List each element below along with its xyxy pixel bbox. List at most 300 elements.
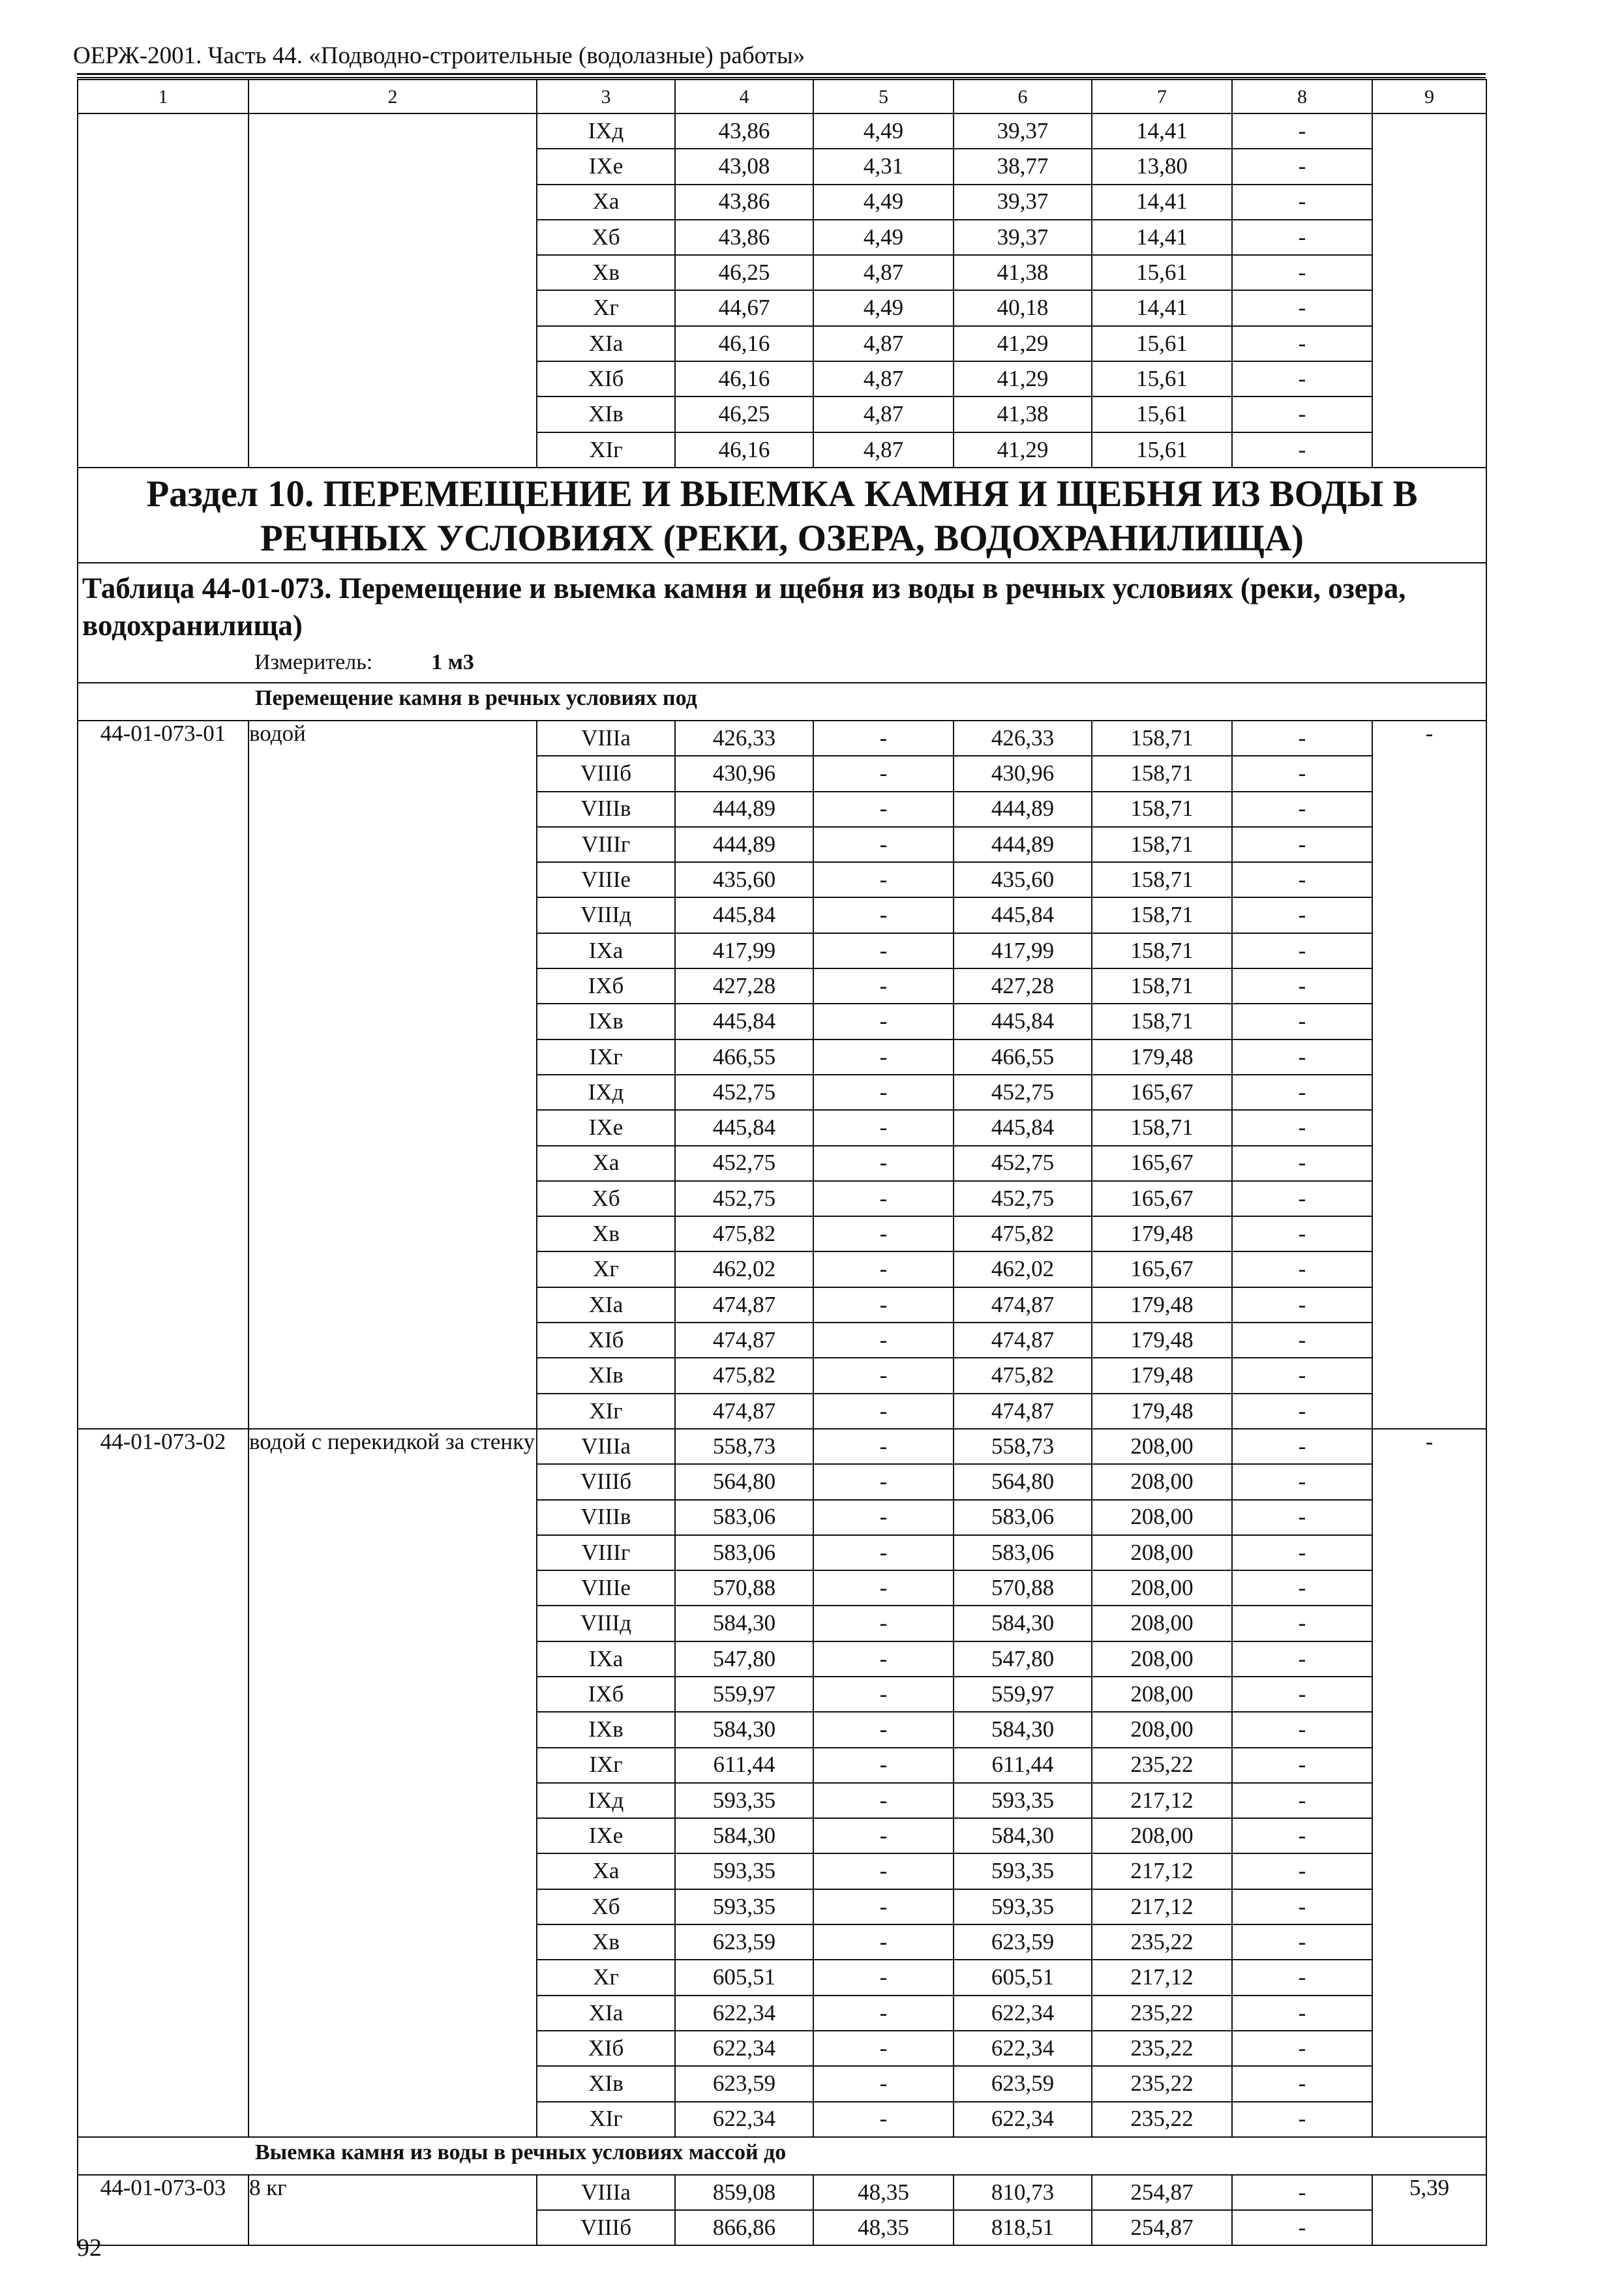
class-cell: XIв — [537, 2066, 675, 2101]
labor-hours-cell: 235,22 — [1092, 2102, 1232, 2137]
machine-cost-cell: 4,49 — [813, 185, 954, 220]
labor-cost-cell: 547,80 — [954, 1641, 1092, 1677]
labor-cost-cell: 593,35 — [954, 1853, 1092, 1889]
labor-cost-cell: 426,33 — [954, 721, 1092, 756]
labor-hours-cell: 15,61 — [1092, 432, 1232, 468]
labor-hours-cell: 208,00 — [1092, 1712, 1232, 1747]
labor-hours-cell: 158,71 — [1092, 933, 1232, 968]
labor-hours-cell: 165,67 — [1092, 1181, 1232, 1216]
labor-cost-cell: 466,55 — [954, 1040, 1092, 1075]
class-cell: VIIIб — [537, 1464, 675, 1499]
labor-hours-cell: 208,00 — [1092, 1464, 1232, 1499]
total-cost-cell: 547,80 — [675, 1641, 813, 1677]
labor-cost-cell: 41,29 — [954, 432, 1092, 468]
materials-cell: - — [1232, 1853, 1372, 1889]
total-cost-cell: 474,87 — [675, 1287, 813, 1323]
class-cell: IXб — [537, 968, 675, 1004]
labor-cost-cell: 39,37 — [954, 113, 1092, 149]
total-cost-cell: 462,02 — [675, 1251, 813, 1287]
materials-cell: - — [1232, 792, 1372, 827]
norm-name: водой с перекидкой за стенку — [248, 1429, 537, 2137]
labor-hours-cell: 15,61 — [1092, 396, 1232, 432]
total-cost-cell: 584,30 — [675, 1818, 813, 1853]
materials-cell: - — [1232, 2102, 1372, 2137]
total-cost-cell: 474,87 — [675, 1394, 813, 1429]
class-cell: Xв — [537, 255, 675, 290]
labor-cost-cell: 445,84 — [954, 1110, 1092, 1145]
norm-name: водой — [248, 721, 537, 1429]
machine-cost-cell: 48,35 — [813, 2175, 954, 2210]
materials-cell: - — [1232, 1996, 1372, 2031]
materials-cell: - — [1232, 185, 1372, 220]
materials-cell: - — [1232, 897, 1372, 933]
labor-cost-cell: 605,51 — [954, 1960, 1092, 1995]
total-cost-cell: 43,86 — [675, 185, 813, 220]
class-cell: VIIIд — [537, 897, 675, 933]
materials-cell: - — [1232, 2066, 1372, 2101]
table-title: Таблица 44-01-073. Перемещение и выемка камня и щебня из воды в речных условиях (реки, озера, водохранилища) — [82, 571, 1406, 642]
total-cost-cell: 623,59 — [675, 1924, 813, 1960]
norm-code: 44-01-073-03 — [78, 2175, 248, 2246]
class-cell: IXа — [537, 933, 675, 968]
total-cost-cell: 611,44 — [675, 1748, 813, 1783]
machine-cost-cell: - — [813, 1146, 954, 1181]
labor-hours-cell: 15,61 — [1092, 361, 1232, 396]
labor-hours-cell: 15,61 — [1092, 255, 1232, 290]
class-cell: Xб — [537, 220, 675, 255]
materials-cell: - — [1232, 862, 1372, 897]
total-cost-cell: 452,75 — [675, 1181, 813, 1216]
materials-cell: - — [1232, 2210, 1372, 2245]
class-cell: IXб — [537, 1677, 675, 1712]
class-cell: XIг — [537, 432, 675, 468]
machine-cost-cell: - — [813, 1641, 954, 1677]
labor-hours-cell: 14,41 — [1092, 290, 1232, 325]
class-cell: VIIIа — [537, 2175, 675, 2210]
labor-cost-cell: 622,34 — [954, 1996, 1092, 2031]
labor-cost-cell: 417,99 — [954, 933, 1092, 968]
class-cell: IXд — [537, 1783, 675, 1818]
class-cell: Xб — [537, 1889, 675, 1924]
class-cell: VIIIв — [537, 1500, 675, 1535]
labor-cost-cell: 593,35 — [954, 1889, 1092, 1924]
machine-cost-cell: - — [813, 1783, 954, 1818]
labor-hours-cell: 217,12 — [1092, 1853, 1232, 1889]
section-title: Раздел 10. ПЕРЕМЕЩЕНИЕ И ВЫЕМКА КАМНЯ И ЩЕБНЯ ИЗ ВОДЫ В РЕЧНЫХ УСЛОВИЯХ (РЕКИ, ОЗЕРА, ВОДОХРАНИЛИЩА) — [146, 473, 1418, 559]
labor-cost-cell: 41,29 — [954, 326, 1092, 361]
materials-cell: - — [1232, 1251, 1372, 1287]
class-cell: VIIIв — [537, 792, 675, 827]
machine-cost-cell: - — [813, 756, 954, 791]
total-cost-cell: 859,08 — [675, 2175, 813, 2210]
total-cost-cell: 623,59 — [675, 2066, 813, 2101]
labor-hours-cell: 235,22 — [1092, 2031, 1232, 2066]
table-row — [78, 1429, 1486, 1464]
class-cell: VIIIг — [537, 1535, 675, 1570]
machine-cost-cell: - — [813, 1251, 954, 1287]
materials-cell: - — [1232, 1606, 1372, 1641]
labor-cost-cell: 475,82 — [954, 1216, 1092, 1251]
col9-cell: 5,39 — [1372, 2175, 1486, 2246]
total-cost-cell: 445,84 — [675, 1004, 813, 1039]
labor-hours-cell: 158,71 — [1092, 862, 1232, 897]
machine-cost-cell: - — [813, 1358, 954, 1393]
materials-cell: - — [1232, 1358, 1372, 1393]
labor-cost-cell: 462,02 — [954, 1251, 1092, 1287]
total-cost-cell: 866,86 — [675, 2210, 813, 2245]
materials-cell: - — [1232, 1216, 1372, 1251]
labor-cost-cell: 584,30 — [954, 1818, 1092, 1853]
total-cost-cell: 46,25 — [675, 396, 813, 432]
total-cost-cell: 452,75 — [675, 1146, 813, 1181]
column-number: 1 — [78, 80, 248, 113]
labor-hours-cell: 14,41 — [1092, 185, 1232, 220]
labor-hours-cell: 158,71 — [1092, 792, 1232, 827]
class-cell: Xа — [537, 1146, 675, 1181]
labor-hours-cell: 235,22 — [1092, 1924, 1232, 1960]
machine-cost-cell: - — [813, 2102, 954, 2137]
empty-col9-cell — [1372, 113, 1486, 468]
materials-cell: - — [1232, 113, 1372, 149]
class-cell: IXа — [537, 1641, 675, 1677]
materials-cell: - — [1232, 2031, 1372, 2066]
machine-cost-cell: 4,31 — [813, 149, 954, 184]
labor-cost-cell: 584,30 — [954, 1606, 1092, 1641]
materials-cell: - — [1232, 149, 1372, 184]
labor-hours-cell: 179,48 — [1092, 1323, 1232, 1358]
class-cell: Xа — [537, 185, 675, 220]
machine-cost-cell: - — [813, 1075, 954, 1110]
machine-cost-cell: - — [813, 1853, 954, 1889]
total-cost-cell: 593,35 — [675, 1783, 813, 1818]
total-cost-cell: 427,28 — [675, 968, 813, 1004]
labor-hours-cell: 208,00 — [1092, 1429, 1232, 1464]
machine-cost-cell: - — [813, 1712, 954, 1747]
labor-hours-cell: 158,71 — [1092, 721, 1232, 756]
machine-cost-cell: - — [813, 1040, 954, 1075]
header-rule-thin — [77, 77, 1486, 78]
labor-cost-cell: 430,96 — [954, 756, 1092, 791]
machine-cost-cell: - — [813, 1500, 954, 1535]
labor-cost-cell: 445,84 — [954, 897, 1092, 933]
machine-cost-cell: - — [813, 1960, 954, 1995]
labor-cost-cell: 558,73 — [954, 1429, 1092, 1464]
labor-hours-cell: 179,48 — [1092, 1216, 1232, 1251]
labor-hours-cell: 254,87 — [1092, 2210, 1232, 2245]
labor-hours-cell: 235,22 — [1092, 2066, 1232, 2101]
class-cell: IXд — [537, 1075, 675, 1110]
total-cost-cell: 583,06 — [675, 1535, 813, 1570]
labor-cost-cell: 622,34 — [954, 2102, 1092, 2137]
machine-cost-cell: - — [813, 1570, 954, 1606]
class-cell: XIг — [537, 2102, 675, 2137]
materials-cell: - — [1232, 255, 1372, 290]
labor-hours-cell: 217,12 — [1092, 1960, 1232, 1995]
machine-cost-cell: - — [813, 827, 954, 862]
labor-hours-cell: 158,71 — [1092, 827, 1232, 862]
materials-cell: - — [1232, 290, 1372, 325]
materials-cell: - — [1232, 1287, 1372, 1323]
total-cost-cell: 593,35 — [675, 1853, 813, 1889]
page-header: ОЕРЖ-2001. Часть 44. «Подводно-строительные (водолазные) работы» — [73, 42, 805, 69]
materials-cell: - — [1232, 220, 1372, 255]
col9-cell: - — [1372, 1429, 1486, 2137]
measure-unit: 1 м3 — [431, 650, 474, 674]
norm-code: 44-01-073-01 — [78, 721, 248, 1429]
labor-cost-cell: 475,82 — [954, 1358, 1092, 1393]
machine-cost-cell: 4,87 — [813, 432, 954, 468]
table-body — [78, 80, 1486, 2245]
machine-cost-cell: - — [813, 1677, 954, 1712]
table-row — [78, 721, 1486, 756]
class-cell: IXг — [537, 1748, 675, 1783]
materials-cell: - — [1232, 1783, 1372, 1818]
total-cost-cell: 584,30 — [675, 1606, 813, 1641]
class-cell: XIб — [537, 361, 675, 396]
labor-hours-cell: 208,00 — [1092, 1535, 1232, 1570]
materials-cell: - — [1232, 1146, 1372, 1181]
table-title-row — [78, 563, 1486, 683]
total-cost-cell: 559,97 — [675, 1677, 813, 1712]
labor-hours-cell: 208,00 — [1092, 1641, 1232, 1677]
labor-cost-cell: 611,44 — [954, 1748, 1092, 1783]
materials-cell: - — [1232, 1181, 1372, 1216]
labor-hours-cell: 158,71 — [1092, 968, 1232, 1004]
machine-cost-cell: 4,49 — [813, 113, 954, 149]
subtitle-row — [78, 683, 1486, 721]
machine-cost-cell: 4,49 — [813, 220, 954, 255]
class-cell: VIIIд — [537, 1606, 675, 1641]
norms-table — [77, 79, 1487, 2246]
labor-cost-cell: 39,37 — [954, 185, 1092, 220]
class-cell: VIIIб — [537, 756, 675, 791]
labor-cost-cell: 474,87 — [954, 1323, 1092, 1358]
labor-cost-cell: 583,06 — [954, 1500, 1092, 1535]
table-title-cell — [78, 563, 1486, 683]
total-cost-cell: 445,84 — [675, 1110, 813, 1145]
materials-cell: - — [1232, 968, 1372, 1004]
materials-cell: - — [1232, 1394, 1372, 1429]
class-cell: IXг — [537, 1040, 675, 1075]
class-cell: XIб — [537, 1323, 675, 1358]
subtitle-row — [78, 2137, 1486, 2175]
machine-cost-cell: - — [813, 792, 954, 827]
total-cost-cell: 622,34 — [675, 2031, 813, 2066]
labor-cost-cell: 564,80 — [954, 1464, 1092, 1499]
machine-cost-cell: - — [813, 968, 954, 1004]
class-cell: IXв — [537, 1004, 675, 1039]
class-cell: XIб — [537, 2031, 675, 2066]
class-cell: IXе — [537, 1818, 675, 1853]
class-cell: XIг — [537, 1394, 675, 1429]
column-number: 3 — [537, 80, 675, 113]
total-cost-cell: 43,08 — [675, 149, 813, 184]
materials-cell: - — [1232, 933, 1372, 968]
labor-cost-cell: 583,06 — [954, 1535, 1092, 1570]
machine-cost-cell: - — [813, 1287, 954, 1323]
materials-cell: - — [1232, 1818, 1372, 1853]
total-cost-cell: 46,16 — [675, 432, 813, 468]
total-cost-cell: 46,25 — [675, 255, 813, 290]
table-row — [78, 2175, 1486, 2210]
labor-hours-cell: 217,12 — [1092, 1889, 1232, 1924]
class-cell: VIIIе — [537, 862, 675, 897]
total-cost-cell: 46,16 — [675, 361, 813, 396]
materials-cell: - — [1232, 396, 1372, 432]
class-cell: IXд — [537, 113, 675, 149]
total-cost-cell: 44,67 — [675, 290, 813, 325]
labor-cost-cell: 622,34 — [954, 2031, 1092, 2066]
labor-cost-cell: 623,59 — [954, 1924, 1092, 1960]
class-cell: XIа — [537, 326, 675, 361]
class-cell: IXе — [537, 1110, 675, 1145]
labor-hours-cell: 235,22 — [1092, 1996, 1232, 2031]
labor-cost-cell: 452,75 — [954, 1181, 1092, 1216]
machine-cost-cell: - — [813, 862, 954, 897]
measure-label: Измеритель: — [254, 650, 373, 674]
machine-cost-cell: - — [813, 1004, 954, 1039]
class-cell: Xг — [537, 1251, 675, 1287]
labor-hours-cell: 179,48 — [1092, 1358, 1232, 1393]
labor-cost-cell: 445,84 — [954, 1004, 1092, 1039]
materials-cell: - — [1232, 1429, 1372, 1464]
column-number: 7 — [1092, 80, 1232, 113]
materials-cell: - — [1232, 1464, 1372, 1499]
machine-cost-cell: - — [813, 1181, 954, 1216]
labor-hours-cell: 208,00 — [1092, 1570, 1232, 1606]
total-cost-cell: 622,34 — [675, 2102, 813, 2137]
labor-hours-cell: 165,67 — [1092, 1075, 1232, 1110]
labor-hours-cell: 254,87 — [1092, 2175, 1232, 2210]
labor-hours-cell: 179,48 — [1092, 1040, 1232, 1075]
class-cell: Xв — [537, 1216, 675, 1251]
class-cell: Xб — [537, 1181, 675, 1216]
materials-cell: - — [1232, 326, 1372, 361]
labor-cost-cell: 41,38 — [954, 255, 1092, 290]
class-cell: IXе — [537, 149, 675, 184]
materials-cell: - — [1232, 1960, 1372, 1995]
machine-cost-cell: - — [813, 1535, 954, 1570]
machine-cost-cell: 4,49 — [813, 290, 954, 325]
labor-hours-cell: 217,12 — [1092, 1783, 1232, 1818]
section-title-cell — [78, 468, 1486, 563]
total-cost-cell: 593,35 — [675, 1889, 813, 1924]
total-cost-cell: 417,99 — [675, 933, 813, 968]
machine-cost-cell: - — [813, 1394, 954, 1429]
total-cost-cell: 444,89 — [675, 792, 813, 827]
header-rule — [77, 73, 1486, 75]
total-cost-cell: 43,86 — [675, 220, 813, 255]
materials-cell: - — [1232, 1641, 1372, 1677]
total-cost-cell: 426,33 — [675, 721, 813, 756]
class-cell: VIIIг — [537, 827, 675, 862]
machine-cost-cell: - — [813, 933, 954, 968]
total-cost-cell: 558,73 — [675, 1429, 813, 1464]
class-cell: VIIIа — [537, 1429, 675, 1464]
total-cost-cell: 622,34 — [675, 1996, 813, 2031]
measure-line — [78, 644, 1486, 682]
class-cell: XIв — [537, 1358, 675, 1393]
materials-cell: - — [1232, 1500, 1372, 1535]
labor-cost-cell: 427,28 — [954, 968, 1092, 1004]
class-cell: XIв — [537, 396, 675, 432]
machine-cost-cell: - — [813, 1429, 954, 1464]
machine-cost-cell: - — [813, 2031, 954, 2066]
materials-cell: - — [1232, 1535, 1372, 1570]
materials-cell: - — [1232, 1110, 1372, 1145]
machine-cost-cell: 4,87 — [813, 326, 954, 361]
materials-cell: - — [1232, 361, 1372, 396]
machine-cost-cell: 48,35 — [813, 2210, 954, 2245]
labor-cost-cell: 444,89 — [954, 827, 1092, 862]
column-number: 8 — [1232, 80, 1372, 113]
labor-cost-cell: 39,37 — [954, 220, 1092, 255]
table-row — [78, 113, 1486, 149]
class-cell: IXв — [537, 1712, 675, 1747]
labor-hours-cell: 158,71 — [1092, 897, 1232, 933]
column-number: 6 — [954, 80, 1092, 113]
class-cell: Xа — [537, 1853, 675, 1889]
page-number: 92 — [77, 2234, 102, 2262]
total-cost-cell: 583,06 — [675, 1500, 813, 1535]
labor-cost-cell: 435,60 — [954, 862, 1092, 897]
column-number: 9 — [1372, 80, 1486, 113]
total-cost-cell: 475,82 — [675, 1358, 813, 1393]
total-cost-cell: 43,86 — [675, 113, 813, 149]
labor-hours-cell: 208,00 — [1092, 1677, 1232, 1712]
labor-cost-cell: 41,29 — [954, 361, 1092, 396]
col9-cell: - — [1372, 721, 1486, 1429]
norm-name: 8 кг — [248, 2175, 537, 2246]
empty-name-cell — [248, 113, 537, 468]
labor-cost-cell: 559,97 — [954, 1677, 1092, 1712]
total-cost-cell: 444,89 — [675, 827, 813, 862]
total-cost-cell: 445,84 — [675, 897, 813, 933]
total-cost-cell: 430,96 — [675, 756, 813, 791]
labor-hours-cell: 208,00 — [1092, 1500, 1232, 1535]
machine-cost-cell: - — [813, 721, 954, 756]
machine-cost-cell: - — [813, 1818, 954, 1853]
labor-cost-cell: 623,59 — [954, 2066, 1092, 2101]
labor-hours-cell: 14,41 — [1092, 220, 1232, 255]
column-number: 2 — [248, 80, 537, 113]
labor-cost-cell: 810,73 — [954, 2175, 1092, 2210]
machine-cost-cell: - — [813, 1996, 954, 2031]
materials-cell: - — [1232, 1570, 1372, 1606]
labor-hours-cell: 165,67 — [1092, 1146, 1232, 1181]
norm-code: 44-01-073-02 — [78, 1429, 248, 2137]
empty-code-cell — [78, 113, 248, 468]
total-cost-cell: 435,60 — [675, 862, 813, 897]
class-cell: Xв — [537, 1924, 675, 1960]
class-cell: VIIIе — [537, 1570, 675, 1606]
labor-cost-cell: 584,30 — [954, 1712, 1092, 1747]
labor-hours-cell: 158,71 — [1092, 1004, 1232, 1039]
total-cost-cell: 452,75 — [675, 1075, 813, 1110]
labor-hours-cell: 208,00 — [1092, 1818, 1232, 1853]
materials-cell: - — [1232, 1712, 1372, 1747]
labor-cost-cell: 818,51 — [954, 2210, 1092, 2245]
labor-cost-cell: 452,75 — [954, 1075, 1092, 1110]
total-cost-cell: 475,82 — [675, 1216, 813, 1251]
materials-cell: - — [1232, 1075, 1372, 1110]
class-cell: XIа — [537, 1287, 675, 1323]
labor-hours-cell: 14,41 — [1092, 113, 1232, 149]
materials-cell: - — [1232, 1748, 1372, 1783]
materials-cell: - — [1232, 721, 1372, 756]
section-title-row — [78, 468, 1486, 563]
materials-cell: - — [1232, 1004, 1372, 1039]
